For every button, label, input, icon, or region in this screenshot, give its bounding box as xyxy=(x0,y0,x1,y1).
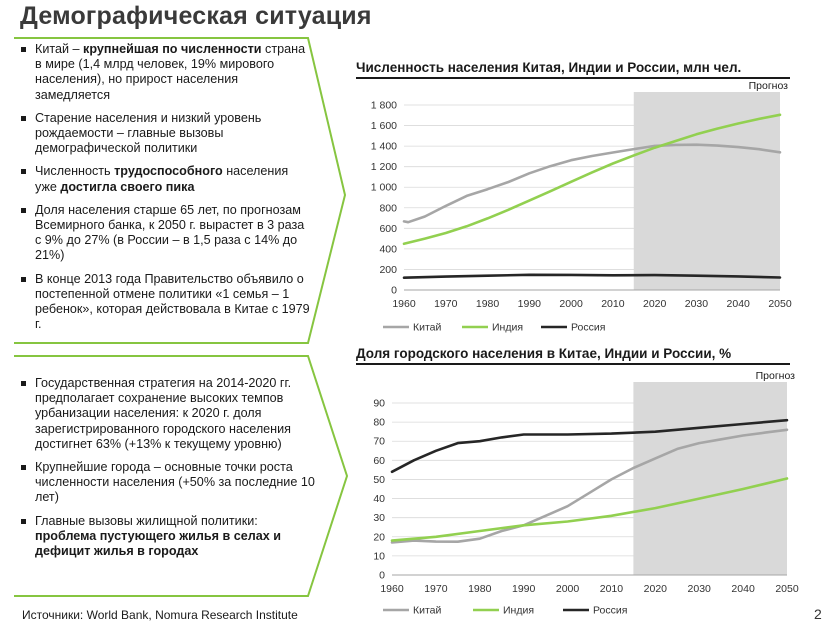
legend-label: Китай xyxy=(413,321,442,334)
page-number: 2 xyxy=(814,606,822,622)
text: Китай – xyxy=(35,42,84,56)
x-tick-label: 2050 xyxy=(768,298,792,310)
text: Доля населения старше 65 лет, по прогнозам Всемирного банка, к 2050 г. вырастет в 3 раза с 9% до 27% (в России – в 1,5 раза с 14% до 21%) xyxy=(35,202,305,263)
x-tick-label: 2050 xyxy=(775,583,799,595)
text: Государственная стратегия на 2014-2020 гг. предполагает сохранение высоких темпов урбанизации населения: к 2020 г. доля зарегистрированного городского населения достигнет 63% (+13% к текущему уровню) xyxy=(35,376,292,451)
y-tick-label: 40 xyxy=(373,493,385,506)
y-tick-label: 50 xyxy=(373,473,385,486)
legend-label: Индия xyxy=(503,604,535,617)
x-tick-label: 2010 xyxy=(601,298,625,310)
x-tick-label: 1980 xyxy=(475,298,500,310)
y-tick-label: 10 xyxy=(373,550,385,563)
y-tick-label: 200 xyxy=(379,263,397,276)
x-tick-label: 2010 xyxy=(599,583,624,595)
forecast-label: Прогноз xyxy=(755,370,795,382)
chart1-title: Численность населения Китая, Индии и России, млн чел. xyxy=(356,60,742,75)
page-title: Демографическая ситуация xyxy=(20,2,372,30)
x-tick-label: 1980 xyxy=(468,583,492,595)
forecast-region xyxy=(633,382,787,575)
y-tick-label: 600 xyxy=(379,222,397,235)
text: В конце 2013 года Правительство объявило о постепенной отмене политики «1 семья – 1 ребенок», которая действовала в Китае с 1979 г. xyxy=(35,271,310,332)
bold-text: крупнейшая по численности xyxy=(83,42,262,56)
y-tick-label: 30 xyxy=(373,512,385,525)
text: Численность xyxy=(35,164,115,179)
x-tick-label: 2000 xyxy=(555,583,580,595)
y-tick-label: 1 000 xyxy=(370,181,397,194)
y-tick-label: 800 xyxy=(379,202,397,215)
x-tick-label: 1990 xyxy=(517,298,542,310)
bold-text: трудоспособного xyxy=(114,164,223,179)
bold-text: проблема пустующего жилья в селах и дефицит жилья в городах xyxy=(35,528,281,559)
legend-label: Россия xyxy=(571,321,606,334)
y-tick-label: 400 xyxy=(379,243,397,256)
x-tick-label: 1960 xyxy=(380,583,404,595)
y-tick-label: 90 xyxy=(373,397,385,410)
chart2-title: Доля городского населения в Китае, Индии и России, % xyxy=(356,346,732,361)
legend-label: Китай xyxy=(413,604,442,617)
text: населения уже xyxy=(35,164,289,194)
forecast-label: Прогноз xyxy=(748,80,788,92)
y-tick-label: 1 800 xyxy=(370,99,397,112)
x-tick-label: 2020 xyxy=(643,583,668,595)
x-tick-label: 2040 xyxy=(726,298,750,310)
text: Главные вызовы жилищной политики: xyxy=(35,513,258,528)
x-tick-label: 2030 xyxy=(684,298,709,310)
x-tick-label: 2000 xyxy=(559,298,583,310)
y-tick-label: 1 200 xyxy=(370,161,397,174)
y-tick-label: 1 400 xyxy=(370,140,397,153)
x-tick-label: 2040 xyxy=(731,583,755,595)
y-tick-label: 1 600 xyxy=(370,120,397,133)
text: Старение населения и низкий уровень рождаемости – главные вызовы демографической политики xyxy=(35,110,262,156)
x-tick-label: 2020 xyxy=(642,298,667,310)
legend-label: Россия xyxy=(593,604,628,617)
x-tick-label: 2030 xyxy=(687,583,711,595)
y-tick-label: 0 xyxy=(379,569,385,582)
x-tick-label: 1990 xyxy=(511,583,536,595)
x-tick-label: 1970 xyxy=(424,583,448,595)
y-tick-label: 70 xyxy=(373,435,385,448)
text: Крупнейшие города – основные точки роста численности населения (+50% за последние 10 лет) xyxy=(35,460,315,505)
bold-text: достигла своего пика xyxy=(60,179,195,194)
x-tick-label: 1960 xyxy=(392,298,416,310)
text: страна в мире (1,4 млрд человек, 19% мирового населения), но прирост населения замедляется xyxy=(35,42,306,102)
y-tick-label: 80 xyxy=(373,416,385,429)
x-tick-label: 1970 xyxy=(434,298,458,310)
legend-label: Индия xyxy=(492,321,524,334)
y-tick-label: 0 xyxy=(391,284,397,297)
y-tick-label: 60 xyxy=(373,454,385,467)
y-tick-label: 20 xyxy=(373,531,385,544)
source-note: Источники: World Bank, Nomura Research Institute xyxy=(22,608,298,622)
